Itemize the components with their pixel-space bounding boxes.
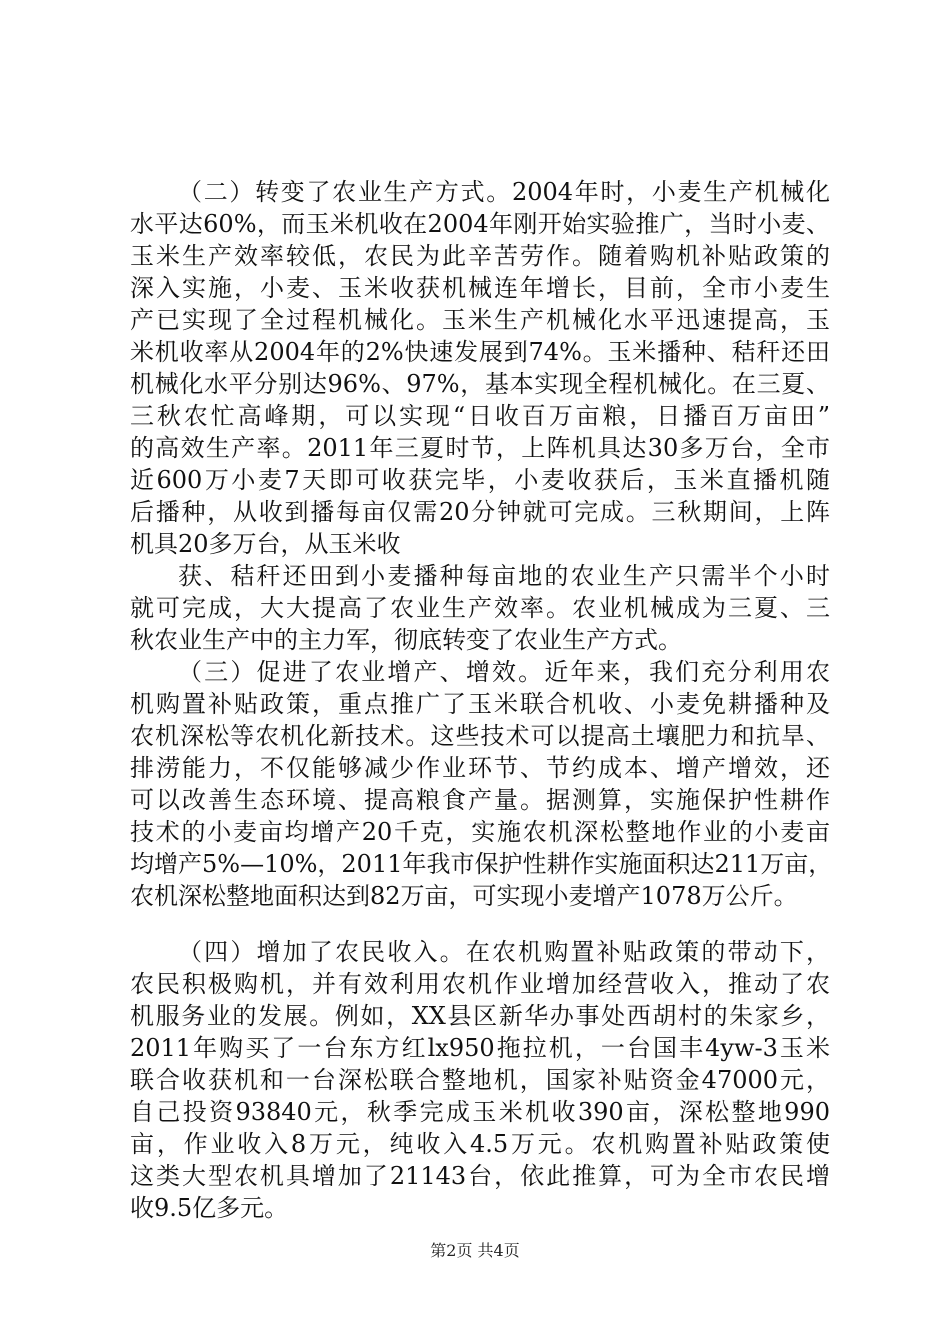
paragraph-4-line-5: 联合收获机和一台深松联合整地机，国家补贴资金47000元， [130, 1066, 830, 1094]
paragraph-3-line-7: 均增产5%—10%，2011年我市保护性耕作实施面积达211万亩， [130, 850, 833, 878]
paragraph-2-line-8: 三秋农忙高峰期，可以实现“日收百万亩粮，日播百万亩田” [130, 402, 830, 430]
paragraph-2-line-2: 水平达60%，而玉米机收在2004年刚开始实验推广，当时小麦、 [130, 210, 830, 238]
paragraph-3-line-8: 农机深松整地面积达到82万亩，可实现小麦增产1078万公斤。 [130, 882, 798, 910]
paragraph-2b-line-1: 获、秸秆还田到小麦播种每亩地的农业生产只需半个小时 [178, 562, 830, 590]
paragraph-3-line-4: 排涝能力，不仅能够减少作业环节、节约成本、增产增效，还 [130, 754, 830, 782]
paragraph-4-line-1: （四）增加了农民收入。在农机购置补贴政策的带动下， [178, 938, 830, 966]
paragraph-4-line-6: 自己投资93840元，秋季完成玉米机收390亩，深松整地990 [130, 1098, 830, 1126]
paragraph-4-line-3: 机服务业的发展。例如，XX县区新华办事处西胡村的朱家乡， [130, 1002, 830, 1030]
paragraph-3-line-6: 技术的小麦亩均增产20千克，实施农机深松整地作业的小麦亩 [130, 818, 830, 846]
paragraph-3-line-5: 可以改善生态环境、提高粮食产量。据测算，实施保护性耕作 [130, 786, 830, 814]
paragraph-4-line-2: 农民积极购机，并有效利用农机作业增加经营收入，推动了农 [130, 970, 830, 998]
paragraph-2-line-6: 米机收率从2004年的2%快速发展到74%。玉米播种、秸秆还田 [130, 338, 830, 366]
paragraph-2-line-10: 近600万小麦7天即可收获完毕，小麦收获后，玉米直播机随 [130, 466, 830, 494]
paragraph-3-line-2: 机购置补贴政策，重点推广了玉米联合机收、小麦免耕播种及 [130, 690, 830, 718]
paragraph-4-line-7: 亩，作业收入8万元，纯收入4.5万元。农机购置补贴政策使 [130, 1130, 830, 1158]
paragraph-4-line-8: 这类大型农机具增加了21143台，依此推算，可为全市农民增 [130, 1162, 830, 1190]
paragraph-2-line-3: 玉米生产效率较低，农民为此辛苦劳作。随着购机补贴政策的 [130, 242, 830, 270]
paragraph-4-line-4: 2011年购买了一台东方红lx950拖拉机，一台国丰4yw-3玉米 [130, 1034, 830, 1062]
paragraph-3-line-3: 农机深松等农机化新技术。这些技术可以提高土壤肥力和抗旱、 [130, 722, 830, 750]
paragraph-2b-line-2: 就可完成，大大提高了农业生产效率。农业机械成为三夏、三 [130, 594, 830, 622]
paragraph-3-line-1: （三）促进了农业增产、增效。近年来，我们充分利用农 [178, 658, 830, 686]
paragraph-4-line-9: 收9.5亿多元。 [130, 1194, 289, 1222]
paragraph-2-line-9: 的高效生产率。2011年三夏时节，上阵机具达30多万台，全市 [130, 434, 830, 462]
paragraph-2-line-4: 深入实施，小麦、玉米收获机械连年增长，目前，全市小麦生 [130, 274, 830, 302]
paragraph-2b-line-3: 秋农业生产中的主力军，彻底转变了农业生产方式。 [130, 626, 682, 654]
paragraph-2-line-5: 产已实现了全过程机械化。玉米生产机械化水平迅速提高，玉 [130, 306, 830, 334]
page-number-footer: 第2页 共4页 [430, 1241, 520, 1260]
paragraph-2-line-12: 机具20多万台，从玉米收 [130, 530, 401, 558]
paragraph-2-line-7: 机械化水平分别达96%、97%，基本实现全程机械化。在三夏、 [130, 370, 830, 398]
paragraph-2-line-1: （二）转变了农业生产方式。2004年时，小麦生产机械化 [178, 178, 830, 206]
paragraph-2-line-11: 后播种，从收到播每亩仅需20分钟就可完成。三秋期间，上阵 [130, 498, 830, 526]
